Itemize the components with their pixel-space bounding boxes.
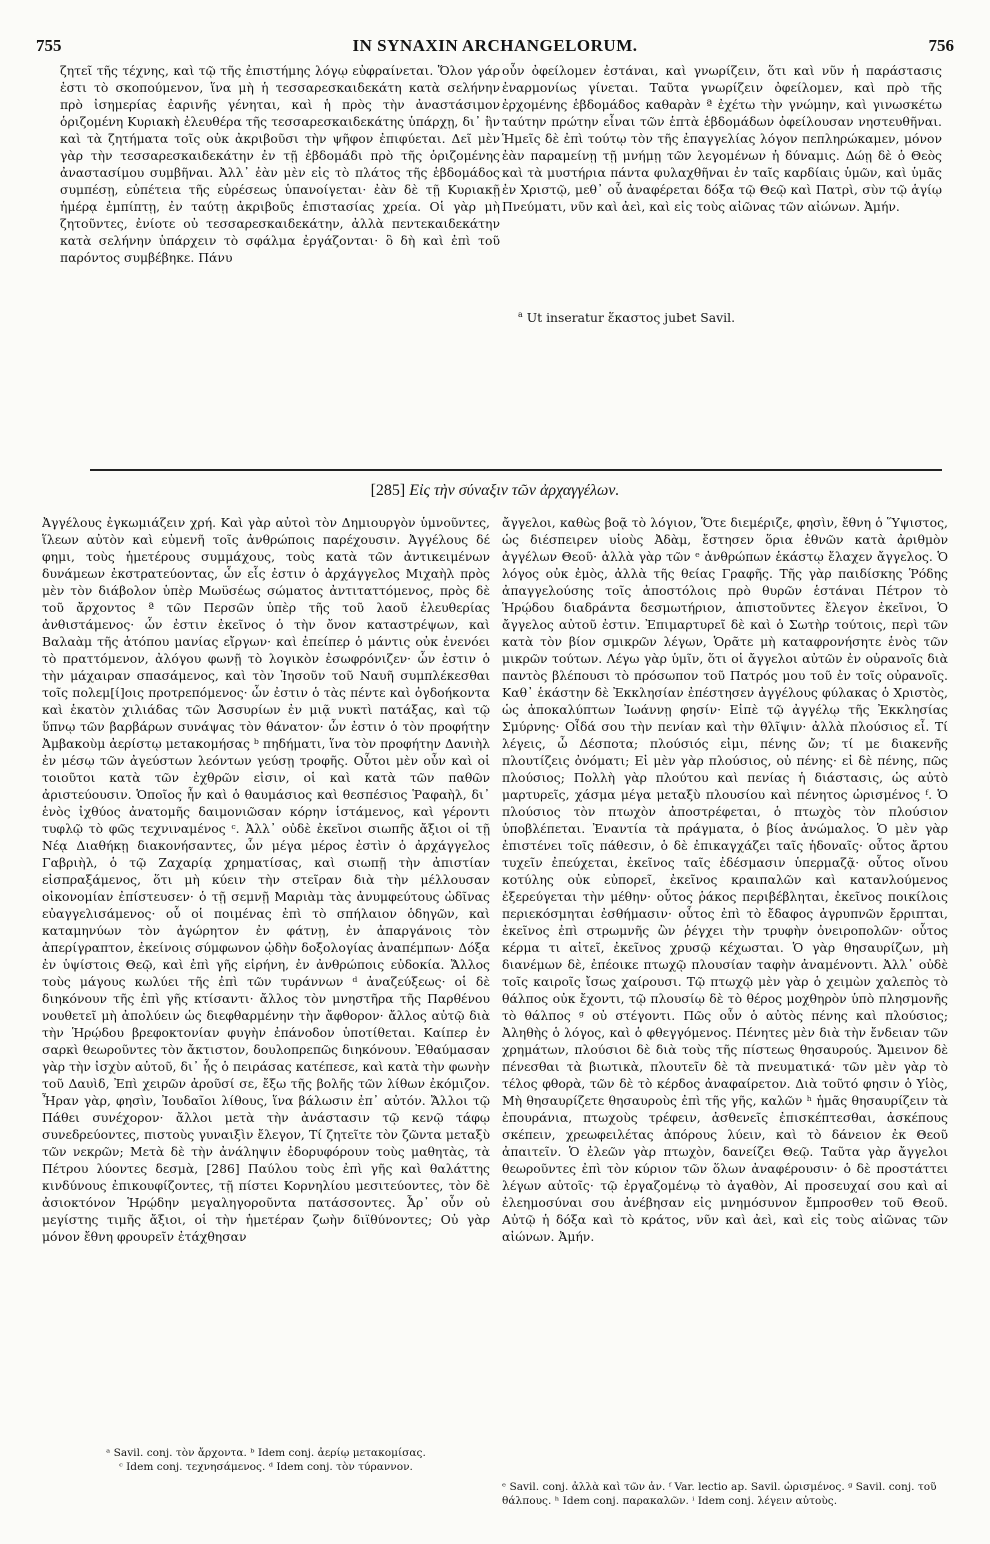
top-left-column (60, 62, 500, 352)
section-heading (0, 482, 990, 500)
section-number: [285] (370, 482, 406, 499)
body-right-column (502, 514, 948, 1450)
top-right-column (502, 62, 942, 320)
running-header (36, 36, 954, 62)
top-footnote-text: Ut inseratur ἕκαστος jubet Savil. (526, 310, 736, 325)
top-right-text: οὖν ὀφείλομεν ἐστάναι, καὶ γνωρίζειν, ὅτι καὶ νῦν ἡ παράστασις ἐναρμονίως γίνεται. Ταῦτα γνωρίζειν ὀφείλομεν, καὶ πρὸ τῆς ἐρχομένης ἑβδομάδος καθαρὰν ª ἐχέτω τὴν γνώμην, καὶ γινωσκέτω ταύτην πρώτην εἶναι τῶν ἑπτὰ ἑβδομάδων ὀφείλουσαν νηστευθῆναι. Ἡμεῖς δὲ ἐπὶ τούτῳ τὸν τῆς ἐπαγγελίας λόγον πεπληρώκαμεν, μόνον ἐὰν παραμείνῃ τῇ μνήμῃ τῶν λεγομένων ἡ δύναμις. Δώῃ δὲ ὁ Θεὸς καὶ τὰ μυστήρια πάντα φυλαχθῆναι ἐν ταῖς καρδίαις ὑμῶν, καὶ ὑμᾶς ἐν Χριστῷ, μεθ᾽ οὗ ἀναφέρεται δόξα τῷ Θεῷ καὶ Πατρὶ, σὺν τῷ ἁγίῳ Πνεύματι, νῦν καὶ ἀεὶ, καὶ εἰς τοὺς αἰῶνας τῶν αἰώνων. Ἀμήν. (502, 63, 942, 214)
footnotes-left (46, 1446, 486, 1474)
footnote-line: ᶜ Idem conj. τεχνησάμενος. ᵈ Idem conj. τὸν τύραννον. (119, 1461, 413, 1473)
footnote-line: ᵉ Savil. conj. ἀλλὰ καὶ τῶν ἀν. ᶠ Var. lectio ap. Savil. ὡρισμένος. ᵍ Savil. conj. τοῦ θάλπους. ʰ Idem conj. παρακαλῶν. ⁱ Idem conj. λέγειν αὐτοὺς. (502, 1481, 937, 1507)
page-number-right: 756 (928, 36, 954, 55)
page-number-left: 755 (36, 36, 62, 55)
footnote-line: ᵃ Savil. conj. τὸν ἄρχοντα. ᵇ Idem conj. ἀερίῳ μετακομίσας. (106, 1447, 426, 1459)
top-footnote-marker: a (518, 309, 523, 319)
section-divider (90, 469, 942, 471)
section-title: Εἰς τὴν σύναξιν τῶν ἀρχαγγέλων. (409, 482, 620, 499)
body-left-column (42, 514, 490, 1440)
body-right-text: ἄγγελοι, καθὼς βοᾷ τὸ λόγιον, Ὅτε διεμέριζε, φησὶν, ἔθνη ὁ Ὕψιστος, ὡς διέσπειρεν υἱοὺς Ἀδὰμ, ἔστησεν ὅρια ἐθνῶν κατὰ ἀριθμὸν ἀγγέλων Θεοῦ· ἀλλὰ γὰρ τῶν ᵉ ἀνθρώπων ἑκάστῳ ἔλαχεν ἄγγελος. Ὁ λόγος οὐκ ἐμὸς, ἀλλὰ τῆς θείας Γραφῆς. Τῆς γὰρ παιδίσκης Ῥόδης ἀπαγγελούσης τοῖς ἀποστόλοις πρὸ θυρῶν ἑστάναι Πέτρον τὸ Ἡρῴδου διαδράντα δεσμωτήριον, ἀπιστοῦντες ἔλεγον ἐκεῖνοι, Ὁ ἄγγελος αὐτοῦ ἐστιν. Ἐπιμαρτυρεῖ δὲ καὶ ὁ Σωτὴρ τούτοις, περὶ τῶν κατὰ τὸν βίον σμικρῶν λέγων, Ὁρᾶτε μὴ καταφρονήσητε ἑνὸς τῶν μικρῶν τούτων. Λέγω γὰρ ὑμῖν, ὅτι οἱ ἄγγελοι αὐτῶν ἐν οὐρανοῖς διὰ παντὸς βλέπουσι τὸ πρόσωπον τοῦ Πατρός μου τοῦ ἐν τοῖς οὐρανοῖς. Καθ᾽ ἑκάστην δὲ Ἐκκλησίαν ἐπέστησεν ἀγγέλους φύλακας ὁ Χριστὸς, ὡς ἀποκαλύπτων Ἰωάννῃ φησίν· Εἰπὲ τῷ ἀγγέλῳ τῆς Ἐκκλησίας Σμύρνης· Οἶδά σου τὴν πενίαν καὶ τὴν θλῖψιν· ἀλλὰ πλούσιος εἶ. Τί λέγεις, ὦ Δέσποτα; πλούσιός εἰμι, πένης ὤν; τί με διακενῆς πλουτίζεις ὀνόματι; Εἰ μὲν γὰρ πλούσιος, οὐ πένης· εἰ δὲ πένης, πῶς πλούσιος; Πολλὴ γὰρ πλούτου καὶ πενίας ἡ διάστασις, ὡς αὐτὸ μαρτυρεῖς, χάσμα μέγα μεταξὺ πλουσίου καὶ πένητος ὡρισμένος ᶠ. Ὁ πλούσιος τὸν πτωχὸν ἀποστρέφεται, ὁ πτωχὸς τὸν πλούσιον ὑποβλέπεται. Ἐναντία τὰ πράγματα, ὁ βίος ἀνώμαλος. Ὁ μὲν γὰρ ἐπιστένει τοῖς πάθεσιν, ὁ δὲ ἐπικαγχάζει ταῖς ἡδοναῖς· οὗτος ἄρτου τυχεῖν ἐπεύχεται, ἐκεῖνος ταῖς ἐδέσμασιν ὑπερμαζᾷ· οὗτος οἴνου κοτύλης οὐκ εὐπορεῖ, ἐκεῖνος κραιπαλῶν καὶ κατανλούμενος ἐξερεύγεται τὴν μέθην· οὗτος ῥάκος περιβέβληται, ἐκεῖνος ποικίλοις περιεκόσμηται ἐσθήμασιν· οὗτος ἐπὶ τὸ ἔδαφος ἀγρυπνῶν ἔρριπται, ἐκεῖνος ἐπὶ στρωμνῆς ὢν ῥέγχει τὴν τρυφὴν ὀνειροπολῶν· οὗτος κέρμα τι αἰτεῖ, ἐκεῖνος χρυσῷ κέχωσται. Ὁ γὰρ θησαυρίζων, μὴ διανέμων δὲ, ἐπέοικε πτωχῷ πλουσίαν ταφὴν ἀναμένοντι. Ἀλλ᾽ οὐδὲ τοῖς καιροῖς ἴσως χαίρουσι. Τῷ πτωχῷ μὲν γὰρ ὁ χειμὼν χαλεπὸς τὸ θάλπος οὐκ ἔχοντι, τῷ πλουσίῳ δὲ τὸ θέρος μοχθηρὸν ὑπὸ πλησμονῆς τὸ θάλπος ᵍ οὐ στέγοντι. Πῶς οὖν ὁ αὐτὸς πένης καὶ πλούσιος; Ἀληθὴς ὁ λόγος, καὶ ὁ φθεγγόμενος. Πένητες μὲν διὰ τὴν ἔνδειαν τῶν χρημάτων, πλούσιοι δὲ διὰ τοὺς τῆς πίστεως θησαυρούς. Ἄμεινον δὲ πένεσθαι τὰ βιωτικὰ, πλουτεῖν δὲ τὰ πνευματικά· τῶν μὲν γὰρ τὸ τέλος φθορὰ, τῶν δὲ τὸ κέρδος ἀναφαίρετον. Διὰ τοῦτό φησιν ὁ Υἱὸς, Μὴ θησαυρίζετε θησαυροὺς ἐπὶ τῆς γῆς, καλῶν ʰ ἡμᾶς θησαυρίζειν τὰ ἐπουράνια, πτωχοὺς τρέφειν, ἀσθενεῖς ἐπισκέπτεσθαι, ἀσκέπους σκέπειν, χρεωφειλέτας ἀπόρους λύειν, καὶ τὸ δάνειον ἐκ Θεοῦ ἀπαιτεῖν. Ὁ ἐλεῶν γὰρ πτωχὸν, δανείζει Θεῷ. Ταῦτα γὰρ ἄγγελοι θεωροῦντες ἐπὶ τὸν κύριον τῶν ὅλων ἀναφέρουσιν· ὁ δὲ προστάττει λέγων αὐτοῖς· τῷ ἐργαζομένῳ τὸ ἀγαθὸν, Αἱ προσευχαί σου καὶ αἱ ἐλεημοσύναι σου ἀνέβησαν εἰς μνημόσυνον ἔμπροσθεν τοῦ Θεοῦ. Αὐτῷ ἡ δόξα καὶ τὸ κράτος, νῦν καὶ ἀεὶ, καὶ εἰς τοὺς αἰῶνας τῶν αἰώνων. Ἀμήν. (502, 515, 948, 1244)
top-left-text: ζητεῖ τῆς τέχνης, καὶ τῷ τῆς ἐπιστήμης λόγῳ εὐφραίνεται. Ὅλον γάρ ἐστι τὸ σκοπούμενον, ἵνα μὴ ἡ τεσσαρεσκαιδεκάτη κατὰ σελήνην πρὸ ἰσημερίας ἐαρινῆς γένηται, καὶ ἡ πρὸς τὴν ἀναστάσιμον ὁριζομένη Κυριακὴ ἐλευθέρα τῆς τεσσαρεσκαιδεκάτης ὑπάρχῃ, δι᾽ ἣν καὶ τὰ ζητήματα τοῖς οὐκ ἀκριβοῦσι τὴν ψῆφον ἐπιφύεται. Δεῖ μὲν γὰρ τὴν τεσσαρεσκαιδεκάτην ἐν τῇ ἑβδομάδι πρὸ τῆς ὁριζομένης ἀναστασίμου συμβῆναι. Ἀλλ᾽ ἐὰν μὲν εἰς τὸ πλάτος τῆς ἑβδομάδος συμπέσῃ, εὐπέτεια τῆς εὑρέσεως ὑπανοίγεται· ἐὰν δὲ τῇ Κυριακῇ ἡμέρᾳ ἐμπίπτῃ, ἐν ταύτῃ ἀκριβοῦς ἐπιστασίας χρεία. Οἱ γὰρ μὴ ζητοῦντες, ἐνίοτε οὐ τεσσαρεσκαιδεκάτην, ἀλλὰ πεντεκαιδεκάτην κατὰ σελήνην ὑπάρχειν τὸ σφάλμα ἐργάζονται· ὃ δὴ καὶ ἐπὶ τοῦ παρόντος συμβέβηκε. Πάνυ (60, 63, 500, 265)
top-footnote (518, 310, 938, 325)
footnotes-right (502, 1480, 948, 1508)
running-title: IN SYNAXIN ARCHANGELORUM. (352, 36, 638, 55)
body-left-text: Ἀγγέλους ἐγκωμιάζειν χρή. Καὶ γὰρ αὐτοὶ τὸν Δημιουργὸν ὑμνοῦντες, ἵλεων αὐτὸν καὶ εὐμενῆ τοῖς ἀνθρώποις παρέχουσιν. Ἀγγέλους δέ φημι, τοὺς ἡμετέρους συμμάχους, τοὺς κατὰ τῶν ἀντικειμένων δυνάμεων ἐκστρατεύοντας, ὧν εἷς ἐστιν ὁ ἀρχάγγελος Μιχαὴλ πρὸς μὲν τὸν διάβολον ὑπὲρ Μωϋσέως σώματος ἀντιταττόμενος, πρὸς δὲ τοῦ ἄρχοντος ª τῶν Περσῶν ὑπὲρ τῆς τοῦ λαοῦ ἐλευθερίας ἀνθιστάμενος· ὧν ἐστιν ἐκεῖνος ὁ τὴν ὄνον καταστρέψων, καὶ Βαλαὰμ τῆς ἀτόπου μανίας εἴργων· καὶ ἐπείπερ ὁ μάντις οὐκ ἐνενόει τὸ πραττόμενον, ἀλόγου φωνῇ τὸ λογικὸν ἐσωφρόνιζεν· ὧν ἐστιν ὁ τὴν μάχαιραν σπασάμενος, καὶ τὸν Ἰησοῦν τοῦ Ναυῆ συμπλέκεσθαι τοῖς πολεμ[ί]οις προτρεπόμενος· ὧν ἐστιν ὁ τὰς πέντε καὶ ὀγδοήκοντα καὶ ἑκατὸν χιλιάδας τῶν Ἀσσυρίων ἐν μιᾷ νυκτὶ πατάξας, καὶ τῷ ὕπνῳ τῶν βαρβάρων συνάψας τὸν θάνατον· ὧν ἐστιν ὁ τὸν προφήτην Ἀμβακοὺμ ἀερίστῳ μετακομήσας ᵇ πηδήματι, ἵνα τὸν προφήτην Δανιὴλ ἐν μέσῳ τῶν ἀγεύστων λεόντων γεύσῃ τροφῆς. Οὗτοι μὲν οὖν καὶ οἱ τοιοῦτοι κατὰ τῶν ἐχθρῶν εἰσιν, οἱ καὶ κατὰ τῶν παθῶν ἀριστεύουσιν. Ὁποῖος ἦν καὶ ὁ θαυμάσιος καὶ θεσπέσιος Ῥαφαὴλ, δι᾽ ἑνὸς ἰχθύος ἀνατομῆς δαιμονιῶσαν κόρην ἱστάμενος, καὶ γέροντι τυφλῷ τὸ φῶς τεχνιναμένος ᶜ. Ἀλλ᾽ οὐδὲ ἐκεῖνοι σιωπῆς ἄξιοι οἱ τῇ Νέᾳ Διαθήκῃ διακονήσαντες, ὧν μέγα μέρος ἐστὶν ὁ ἀρχάγγελος Γαβριὴλ, ὁ τῷ Ζαχαρίᾳ χρηματίσας, καὶ σιωπῇ τὴν ἀπιστίαν εἰσπραξάμενος, ὅτι μὴ κύειν τὴν στεῖραν διὰ τὴν μέλλουσαν οἰκονομίαν ἐπίστευσεν· ὁ τῇ σεμνῇ Μαριὰμ τὰς ἀνυμφεύτους ὠδῖνας εὐαγγελισάμενος· οὗ οἱ ποιμένας ἐπὶ τὸ σπήλαιον ὁδηγῶν, καὶ καταμηνύων τὸν ἀγώρητον ἐν φάτνῃ, ἐν ἀπαργάνοις τὸν ἀπερίγραπτον, ἐκείνοις σύμφωνον ᾠδὴν δοξολογίας ἀναπέμπων· Δόξα ἐν ὑψίστοις Θεῷ, καὶ ἐπὶ γῆς εἰρήνη, ἐν ἀνθρώποις εὐδοκία. Ἄλλος τοὺς μάγους κωλύει τῆς ἐπὶ τῶν τυράννων ᵈ ἀναζεύξεως· οἱ δὲ διηκόνουν τῆς ἐπὶ γῆς κτίσαντι· ἄλλος τὸν μνηστῆρα τῆς Παρθένου νουθετεῖ μὴ ἀπολύειν ὡς διεφθαρμένην τὴν ἄφθορον· ἄλλος αὐτῷ διὰ τὴν Ἡρῴδου βρεφοκτονίαν φυγὴν ἐπάνοδον ὑποτίθεται. Καίπερ ἐν σαρκὶ θεωροῦντες τὸν ἄκτιστον, δουλοπρεπῶς διηκόνουν. Ἐθαύμασαν γὰρ τὴν ἰσχὺν αὐτοῦ, δι᾽ ἧς ὁ πειράσας κατέπεσε, καὶ κατὰ τὴν φωνὴν τοῦ Δαυὶδ, Ἐπὶ χειρῶν ἀροῦσί σε, ἔξω τῆς βολῆς τῶν λίθων ἐκόμιζον. Ἦραν γὰρ, φησὶν, Ἰουδαῖοι λίθους, ἵνα βάλωσιν ἐπ᾽ αὐτόν. Ἄλλοι τῷ Πάθει συνέχορον· ἄλλοι μετὰ τὴν ἀνάστασιν τῷ κενῷ τάφῳ συνεδρεύοντες, πιστοὺς γυναιξὶν ἔλεγον, Τί ζητεῖτε τὸν ζῶντα μεταξὺ τῶν νεκρῶν; Μετὰ δὲ τὴν ἀνάληψιν ἐδορυφόρουν τοὺς μαθητὰς, τὰ Πέτρου λύοντες δεσμὰ, [286] Παύλου τοὺς ἐπὶ γῆς καὶ θαλάττης κινδύνους ἐπικουφίζοντες, τῇ πίστει Κορνηλίου μεσιτεύοντες, τὸν δὲ ἀσιοκτόνον Ἡρῴδην μεγαληγοροῦντα πατάσσοντες. Ἆρ᾽ οὖν οὐ μεγίστης τιμῆς ἄξιοι, οἱ τὴν ἡμετέραν ζωὴν διϊθύνοντες; Οὐ γὰρ μόνον ἔθνη φρουρεῖν ἐτάχθησαν (42, 515, 490, 1244)
